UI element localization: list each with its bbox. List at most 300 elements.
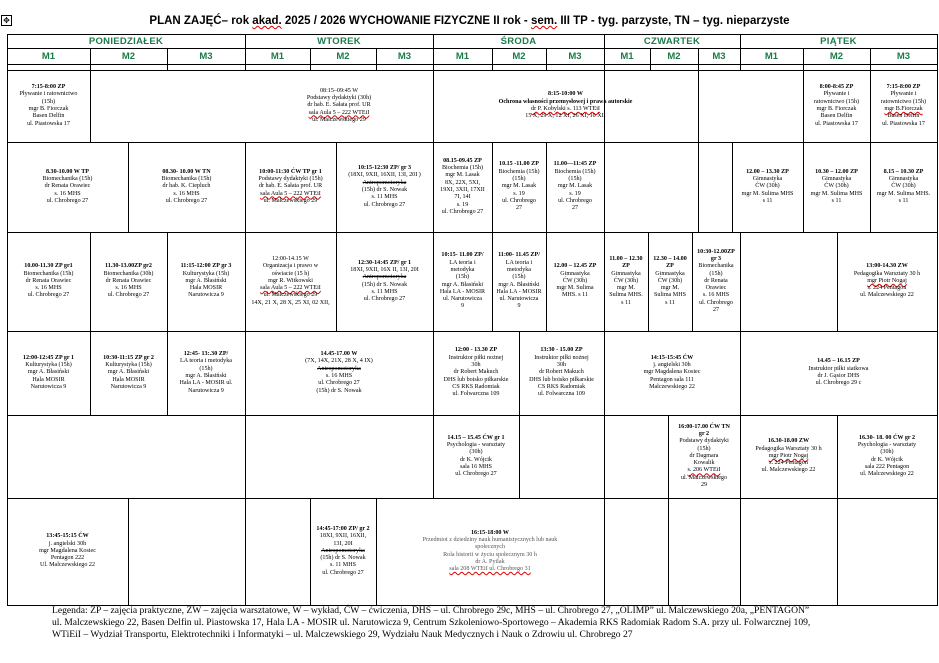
cell-text: 10.00-11.30 ZP gr1 xyxy=(24,263,73,270)
cell-text: Podstawy dydaktyki (15h) xyxy=(258,176,323,183)
cell-text: ul. Narutowicza xyxy=(499,296,539,303)
schedule-cell xyxy=(692,232,740,331)
grid-line xyxy=(937,34,938,606)
cell-text: LA teoria i xyxy=(505,259,533,266)
schedule-cell xyxy=(376,498,604,605)
grid-line xyxy=(740,498,741,605)
schedule-cell xyxy=(546,142,604,232)
cell-text: Gimnastyka xyxy=(560,270,590,277)
cell-text: dr Renata Orawiec xyxy=(105,277,152,284)
cell-text: 11:15-12:00 ZP gr 3 xyxy=(180,263,232,270)
cell-text: ul. Malczewskiego 29 xyxy=(263,197,318,204)
cell-text: ul. Folwarczna 109 xyxy=(452,391,500,398)
cell-text: ul. Chrobrego 27 xyxy=(455,471,497,478)
group-header: M3 xyxy=(712,51,726,62)
cell-text: mgr M. Lasak xyxy=(557,183,593,190)
cell-text: mgr A. Błasiński xyxy=(441,281,484,288)
cell-text: 12.00 – 13.30 ZP xyxy=(746,168,789,175)
cell-text: (15h) dr S. Nowak xyxy=(361,281,408,288)
cell-text: Biochemia (15h) xyxy=(441,165,484,172)
cell-text: mgr M. Sulima MHS xyxy=(741,190,794,197)
cell-text: ul. Malczewskiego 22 xyxy=(860,471,914,478)
cell-text: Antropomotoryka xyxy=(362,179,407,186)
cell-text: s. 16 MHS xyxy=(173,190,200,197)
cell-text: dr Renata Orawiec xyxy=(25,277,72,284)
cell-text: dr K. Wójcik xyxy=(460,456,492,463)
cell-text: Podstawy dydaktyki xyxy=(679,438,729,445)
cell-text: dr hab. E. Sałata prof. UR xyxy=(258,183,323,190)
cell-text: 18XI, 9XII, 16XII, xyxy=(319,533,367,540)
cell-text: 14:15-15:45 ĆW xyxy=(650,354,694,361)
cell-text: Malczewskiego 22 xyxy=(649,383,695,390)
cell-text: 7:15-8:00 ZP xyxy=(31,84,66,91)
schedule-cell xyxy=(604,331,740,415)
title-part: 2025 / 2026 WYCHOWANIE FIZYCZNE II rok - xyxy=(281,15,531,27)
grid-line xyxy=(604,415,605,498)
cell-text: s. 16 MHS xyxy=(35,285,62,292)
cell-text: s. 224 Pentagon xyxy=(867,285,907,292)
cell-text: Pentagon 222 xyxy=(50,555,85,562)
legend-line: ul. Malczewskiego 22, Basen Delfin ul. Piastowska 17, Hala LA - MOSIR ul. Narutowicza 9, Centrum Szkoleniowo-Sportowego – Akademia RKS Radomiak Radom S.A. przy ul. Folwarcznej 109, xyxy=(52,617,811,629)
cell-text: Kulturystyka (15h) xyxy=(25,362,72,369)
cell-text: 15 X, 29 X, 12 XI, 26 XI, 10 XII xyxy=(525,113,606,120)
cell-text: Psychologia - warsztaty xyxy=(446,441,506,448)
cell-text: s. 19 xyxy=(456,201,469,208)
group-header: M2 xyxy=(512,51,526,62)
cell-text: s 11 xyxy=(762,197,773,204)
grid-line xyxy=(7,34,937,35)
cell-text: ul. Malczewskiego 29 xyxy=(263,292,318,299)
cell-text: (15h) xyxy=(41,98,56,105)
cell-text: Biomechanika (30h) xyxy=(103,270,154,277)
cell-text: ul. Chrobrego xyxy=(699,299,733,306)
schedule-cell xyxy=(492,232,546,331)
schedule-cell xyxy=(245,142,336,232)
group-header: M1 xyxy=(620,51,634,62)
cell-text: (15h) xyxy=(512,176,526,183)
schedule-cell xyxy=(433,232,492,331)
cell-text: ratownictwo (15h) xyxy=(880,98,927,105)
cell-text: Ochrona własności przemysłowej i prawa autorskie xyxy=(498,98,633,105)
cell-text: Hala MOSIR xyxy=(189,285,223,292)
cell-text: (15h) xyxy=(512,274,526,281)
grid-line xyxy=(604,498,605,605)
legend-line: Legenda: ZP – zajęcia praktyczne, ZW – zajęcia warsztatowe, W – wykład, ĆW – ćwiczenia, DHS – ul. Chrobrego 29c, MHS – ul. Chrobrego 27, „OLIMP” ul. Malczewskiego 20a, „PENTAGON” xyxy=(52,605,810,616)
cell-text: LA teoria i xyxy=(449,259,476,266)
cell-text: ĆW (30h) xyxy=(657,277,683,284)
cell-text: 13:45-15:15 ĆW xyxy=(46,533,89,540)
cell-text: 30h xyxy=(471,362,481,369)
schedule-cell xyxy=(90,232,167,331)
cell-text: s. 16 MHS xyxy=(54,190,81,197)
cell-text: dr J. Gąsior DHS xyxy=(817,373,860,379)
cell-text: ul. Chrobrego 27 xyxy=(27,292,70,299)
cell-text: Gimnastyka xyxy=(655,270,685,277)
cell-text: 9 xyxy=(460,303,465,310)
group-header: M1 xyxy=(41,51,56,62)
cell-text: 16.30-18.00 ZW xyxy=(767,438,810,445)
cell-text: mgr R. Witkowski xyxy=(268,277,313,284)
cell-text: Biochemia (15h) xyxy=(554,168,596,175)
group-header: M3 xyxy=(568,51,582,62)
cell-text: s. 224 Pentagon xyxy=(769,460,808,467)
cell-text: Przedmiot z dziedziny nauk humanistycznych lub nauk xyxy=(422,536,558,543)
cell-text: Gimnastyka xyxy=(821,176,852,183)
cell-text: 11.30-13.00ZP gr2 xyxy=(105,263,152,270)
cell-text: Antropomotoryka xyxy=(321,547,365,554)
cell-text: Pedagogika Warsztaty 30 h xyxy=(755,445,822,452)
schedule-cell xyxy=(167,232,245,331)
schedule-cell xyxy=(90,331,167,415)
cell-text: Biochemia (15h) xyxy=(498,168,540,175)
cell-text: (15h) dr S. Nowak xyxy=(361,187,408,193)
table-move-handle-icon[interactable]: ✥ xyxy=(1,15,12,26)
cell-text: 13:30 - 15.00 ZP xyxy=(540,347,583,354)
cell-text: 10:30-12.00ZP xyxy=(697,248,735,255)
group-header: M2 xyxy=(336,51,350,62)
cell-text: s. 11 MHS xyxy=(371,194,398,201)
cell-text: 12:00 - 13.30 ZP xyxy=(454,347,498,354)
cell-text: sala 16 MHS xyxy=(460,463,492,470)
cell-text: 08.30- 10.00 W TN xyxy=(162,168,211,175)
cell-text: s. 19 xyxy=(569,190,581,197)
schedule-cell xyxy=(7,331,90,415)
cell-text: 8.15 – 10.30 ZP xyxy=(883,168,924,175)
cell-text: Antropomotoryka xyxy=(317,365,361,372)
cell-text: ul. Chrobrego 27 xyxy=(363,201,406,208)
cell-text: mgr B. Fiorczak xyxy=(28,106,69,112)
schedule-cell xyxy=(803,70,870,142)
cell-text: Rola historii w życiu społecznym 30 h xyxy=(443,551,537,558)
cell-text: 14.15 – 15.45 ĆW gr 1 xyxy=(447,434,505,441)
cell-text: s. 19 xyxy=(513,190,525,197)
schedule-cell xyxy=(740,331,937,415)
cell-text: 10:15-12:30 ZP/ gr 3 xyxy=(357,165,412,172)
cell-text: DHS lub boisko piłkarskie xyxy=(443,376,509,383)
cell-text: mgr M. Sulima MHS. xyxy=(876,190,931,197)
grid-line xyxy=(837,232,838,331)
cell-text: sala Aula 5 – 222 WTEiI xyxy=(260,285,321,292)
cell-text: 12.00 – 12.45 ZP xyxy=(553,263,597,270)
cell-text: 11.00 – 12.30 xyxy=(609,255,643,262)
cell-text: 10.30 – 12.00 ZP xyxy=(815,168,858,175)
cell-text: ul. Malczewskiego 29 xyxy=(312,116,366,123)
cell-text: (15h) xyxy=(455,274,470,281)
cell-text: ul. Malczewskiego 22 xyxy=(860,292,914,299)
cell-text: (18XI, 9XII, 16XII, 13I, 20I ) xyxy=(348,172,421,179)
cell-text: Psychologia - warsztaty xyxy=(857,441,917,448)
cell-text: s 11 xyxy=(898,197,909,204)
cell-text: 16.30- 18. 00 ĆW gr 2 xyxy=(858,434,916,441)
cell-text: 14:45-17:00 ZP/ gr 2 xyxy=(316,525,370,532)
cell-text: Basen Delfin xyxy=(887,113,920,120)
cell-text: 8:00-8:45 ZP xyxy=(819,84,854,91)
cell-text: mgr B.Fiorczak xyxy=(884,106,923,112)
schedule-cell xyxy=(604,232,648,331)
cell-text: dr Robert Makuch xyxy=(539,369,584,376)
cell-text: 19XI, 3XII, 17XII xyxy=(440,187,485,193)
schedule-cell xyxy=(546,232,604,331)
cell-text: (15h) xyxy=(568,176,582,183)
cell-text: mgr A. Błasiński xyxy=(107,369,150,376)
cell-text: s. 11 MHS xyxy=(329,562,357,569)
cell-text: Podstawy dydaktyki (30h) xyxy=(306,95,372,102)
grid-line xyxy=(698,70,699,142)
cell-text: dr K. Wójcik xyxy=(871,456,903,463)
schedule-cell xyxy=(245,70,433,142)
grid-line xyxy=(698,142,699,232)
cell-text: Basen Delfin xyxy=(32,113,65,120)
cell-text: dr P. Kobylski s. 113 WTEiI xyxy=(531,106,600,112)
cell-text: 14.45 – 16.15 ZP xyxy=(817,358,860,365)
cell-text: mgr A. Błasiński xyxy=(185,277,227,284)
cell-text: Pływanie i xyxy=(823,91,850,98)
cell-text: Pływanie i xyxy=(890,91,917,98)
schedule-cell xyxy=(803,142,870,232)
schedule-cell xyxy=(128,142,245,232)
cell-text: dr Robert Makuch xyxy=(453,369,499,376)
cell-text: 12.30 – 14.00 xyxy=(653,255,687,262)
group-header: M2 xyxy=(667,51,681,62)
cell-text: Gimnastyka xyxy=(611,270,641,277)
cell-text: Pentagon sala 111 xyxy=(650,376,694,383)
cell-text: 27 xyxy=(515,205,523,212)
cell-text: Pedagogika Warsztaty 30 h xyxy=(853,270,921,277)
schedule-cell xyxy=(837,415,937,498)
cell-text: dr Renata xyxy=(704,277,728,284)
cell-text: metodyka xyxy=(506,266,532,273)
schedule-cell xyxy=(492,142,546,232)
grid-line xyxy=(668,415,669,498)
cell-text: s. 16 MHS xyxy=(115,285,142,292)
group-header: M3 xyxy=(896,51,911,62)
cell-text: Kowalik xyxy=(693,460,715,467)
grid-line xyxy=(7,64,937,65)
cell-text: 14X, 21 X, 28 X, 25 XI, 02 XII, xyxy=(251,299,330,306)
cell-text: Ul. Malczewskiego 22 xyxy=(40,562,95,569)
cell-text: (7X, 14X, 21X, 28 X, 4 IX) xyxy=(305,358,373,365)
schedule-cell xyxy=(870,142,937,232)
cell-text: dr A. Pytlak xyxy=(475,558,505,565)
schedule-cell xyxy=(7,70,90,142)
cell-text: Kulturystyka (15h) xyxy=(105,362,152,369)
cell-text: s 11 xyxy=(665,299,675,306)
cell-text: mgr A. Błasiński xyxy=(27,369,70,376)
grid-line xyxy=(245,498,246,605)
grid-line xyxy=(245,415,246,498)
cell-text: mgr Magdalena Kosiec xyxy=(39,547,96,554)
cell-text: ZP xyxy=(666,263,674,270)
schedule-cell xyxy=(245,331,433,415)
cell-text: dr Renata Orawiec xyxy=(44,183,91,190)
cell-text: LA teoria i metodyka xyxy=(180,358,232,365)
cell-text: sala Aula 5 – 222 WTEiI xyxy=(308,109,370,116)
grid-line xyxy=(740,232,741,331)
group-header: M3 xyxy=(397,51,412,62)
cell-text: Instruktor piłki nożnej xyxy=(448,354,504,361)
cell-text: 10:30-11:15 ZP gr 2 xyxy=(103,354,154,361)
cell-text: oświacie (15 h) xyxy=(271,270,310,277)
cell-text: ul. Chrobrego 27 xyxy=(318,380,360,387)
cell-text: 12:30-14:45 ZP/ gr 1 xyxy=(357,259,412,266)
cell-text: mgr M. Sulima xyxy=(556,285,594,292)
cell-text: 29 xyxy=(700,482,708,489)
cell-text: 08:15–09:45 W xyxy=(320,87,358,94)
cell-text: dr hab. E. Sałata prof. UR xyxy=(307,102,371,109)
schedule-cell xyxy=(7,142,128,232)
cell-text: mgr A. Błasiński xyxy=(185,373,227,379)
grid-line xyxy=(128,498,129,605)
cell-text: Biomechanika (15h) xyxy=(42,176,93,183)
cell-text: (15h) xyxy=(199,365,213,372)
cell-text: 11:00- 11.45 ZP/ xyxy=(498,252,540,259)
cell-text: ul. Chrobrego 27 xyxy=(363,296,406,303)
cell-text: 14.45-17.00 W xyxy=(320,351,358,358)
cell-text: mgr Magdalena Kosiec xyxy=(643,369,701,376)
schedule-cell xyxy=(837,232,937,331)
cell-text: (30h) xyxy=(469,449,483,456)
cell-text: 13:00-14.30 ZW xyxy=(866,263,908,270)
cell-text: ul. Chrobrego xyxy=(502,197,536,204)
grid-line xyxy=(433,415,434,498)
title-part: akad. xyxy=(252,15,282,27)
cell-text: dr Dagmara xyxy=(689,452,719,459)
cell-text: MHS. s 11 xyxy=(561,292,589,299)
grid-line xyxy=(732,142,733,232)
group-header: M3 xyxy=(199,51,213,62)
legend-line: WTiEiI – Wydział Transportu, Elektrotechniki i Informatyki – ul. Malczewskiego 29, Wydziału Nauk Medycznych i Nauk o Zdrowiu ul. Chrobrego 27 xyxy=(52,629,633,641)
cell-text: Narutowicza 9 xyxy=(188,387,224,394)
cell-text: CS RKS Radomiak xyxy=(537,383,586,390)
cell-text: (15h) dr S. Nowak xyxy=(316,387,362,394)
cell-text: mgr Piotr Nogaj xyxy=(768,452,809,459)
cell-text: ĆW (30h) xyxy=(824,183,849,190)
schedule-cell xyxy=(433,331,519,415)
cell-text: Biomechanika (15h) xyxy=(23,270,74,277)
cell-text: Instruktor piłki siatkowa xyxy=(808,365,869,372)
cell-text: mgr Piotr Nogaj xyxy=(867,277,907,284)
cell-text: ZP xyxy=(622,263,630,270)
cell-text: ĆW (30h) xyxy=(891,183,916,190)
cell-text: gr 2 xyxy=(698,430,710,437)
cell-text: 9 xyxy=(517,303,521,310)
day-header: ŚRODA xyxy=(500,36,537,47)
schedule-cell xyxy=(870,70,937,142)
cell-text: (15h) xyxy=(697,445,711,452)
cell-text: ul. Chrobrego xyxy=(558,197,592,204)
cell-text: mgr B. Fiorczak xyxy=(816,106,857,112)
day-header: PIĄTEK xyxy=(820,36,857,47)
cell-text: ul. Chrobrego 27 xyxy=(107,292,150,299)
cell-text: ul. Malczewskiego xyxy=(680,474,728,481)
cell-text: ul. Chrobrego 27 xyxy=(165,197,208,204)
grid-line xyxy=(310,498,311,605)
cell-text: s 11 xyxy=(831,197,842,204)
cell-text: Antropomotoryka xyxy=(362,274,407,281)
cell-text: 8:15-10:00 W xyxy=(548,91,583,98)
cell-text: 10:00-11:30 ĆW TP gr 1 xyxy=(259,168,322,175)
cell-text: 12:45- 13:.30 ZP/ xyxy=(183,351,229,358)
cell-text: społecznych xyxy=(474,544,506,551)
cell-text: (15h) dr S. Nowak xyxy=(320,555,366,562)
cell-text: ĆW (30h) xyxy=(755,183,780,190)
day-header: PONIEDZIAŁEK xyxy=(88,36,164,47)
cell-text: ul. Folwarczna 109 xyxy=(538,391,585,398)
schedule-cell xyxy=(433,415,519,498)
cell-text: Biomechanika xyxy=(698,263,734,270)
cell-text: mgr M. xyxy=(616,285,636,292)
schedule-cell xyxy=(7,232,90,331)
grid-line xyxy=(519,415,520,498)
cell-text: ul. Chrobrego 29 c xyxy=(815,380,862,387)
cell-text: 18XI, 9XII, 16X II, 13I, 20I xyxy=(350,266,419,273)
cell-text: s. 206 WTEiI xyxy=(687,467,721,474)
cell-text: Gimnastyka xyxy=(752,176,783,183)
schedule-cell xyxy=(336,232,433,331)
legend xyxy=(52,605,932,642)
cell-text: 08.15-09.45 ZP xyxy=(443,157,482,164)
cell-text: Hala LA - MOSIR ul. xyxy=(179,380,233,387)
cell-text: ĆW (30h) xyxy=(562,277,588,284)
cell-text: metodyka xyxy=(450,266,475,273)
cell-text: s. 16 MHS xyxy=(325,373,353,379)
schedule-cell xyxy=(740,415,837,498)
cell-text: sala 222 Pentagon xyxy=(864,463,910,470)
cell-text: mgr M. xyxy=(660,285,680,292)
cell-text: Hala LA - MOSIR xyxy=(496,288,542,295)
schedule-cell xyxy=(7,498,128,605)
grid-line xyxy=(837,498,838,605)
cell-text: mgr M. Sulima MHS xyxy=(810,190,863,197)
title-part: PLAN ZAJĘĆ– rok xyxy=(149,15,253,27)
cell-text: Sulima MHS xyxy=(654,292,686,299)
cell-text: sala 208 WTEiI ul. Chrobrego 31 xyxy=(449,566,531,573)
cell-text: ul. Chrobrego 27 xyxy=(322,569,364,576)
schedule-cell xyxy=(732,142,803,232)
cell-text: Kulturystyka (15h) xyxy=(182,270,230,277)
cell-text: 8.30-10.00 W TP xyxy=(45,168,89,175)
cell-text: Orawiec xyxy=(705,285,727,292)
cell-text: dr hab. K. Ciepluch xyxy=(162,183,211,190)
cell-text: 13I, 20I xyxy=(333,540,353,547)
cell-text: Hala MOSIR xyxy=(112,376,145,383)
cell-text: j. angielski 30h xyxy=(653,362,691,369)
schedule-cell xyxy=(167,331,245,415)
cell-text: 16:00-17.00 ĆW TN xyxy=(678,423,730,430)
cell-text: 7:15-8:00 ZP xyxy=(886,84,921,91)
grid-line xyxy=(668,498,669,605)
day-header: CZWARTEK xyxy=(643,36,701,47)
cell-text: ul. Chrobrego 27 xyxy=(441,208,484,215)
cell-text: ul. Piastowska 17 xyxy=(882,120,925,127)
title-part: sem. xyxy=(530,15,558,27)
cell-text: 11.00—11:45 ZP xyxy=(553,161,597,168)
group-header: M1 xyxy=(764,51,779,62)
day-header: WTOREK xyxy=(317,36,361,47)
cell-text: Sulima MHS. xyxy=(609,292,643,299)
group-header: M1 xyxy=(455,51,470,62)
cell-text: 10.15 -11.00 ZP xyxy=(499,161,539,168)
cell-text: 8X, 22X, 5XI, xyxy=(444,179,481,186)
cell-text: Pływanie i ratownictwo xyxy=(19,91,78,98)
cell-text: sala Aula 5 – 222 WTEiI xyxy=(260,190,321,197)
cell-text: DHS lub boisko piłkarskie xyxy=(529,376,594,383)
cell-text: Organizacja i prawo w xyxy=(262,263,319,270)
cell-text: ul. Piastowska 17 xyxy=(27,120,70,127)
schedule-cell xyxy=(648,232,692,331)
cell-text: Instruktor piłki nożnej xyxy=(534,354,589,361)
schedule-cell xyxy=(519,331,604,415)
